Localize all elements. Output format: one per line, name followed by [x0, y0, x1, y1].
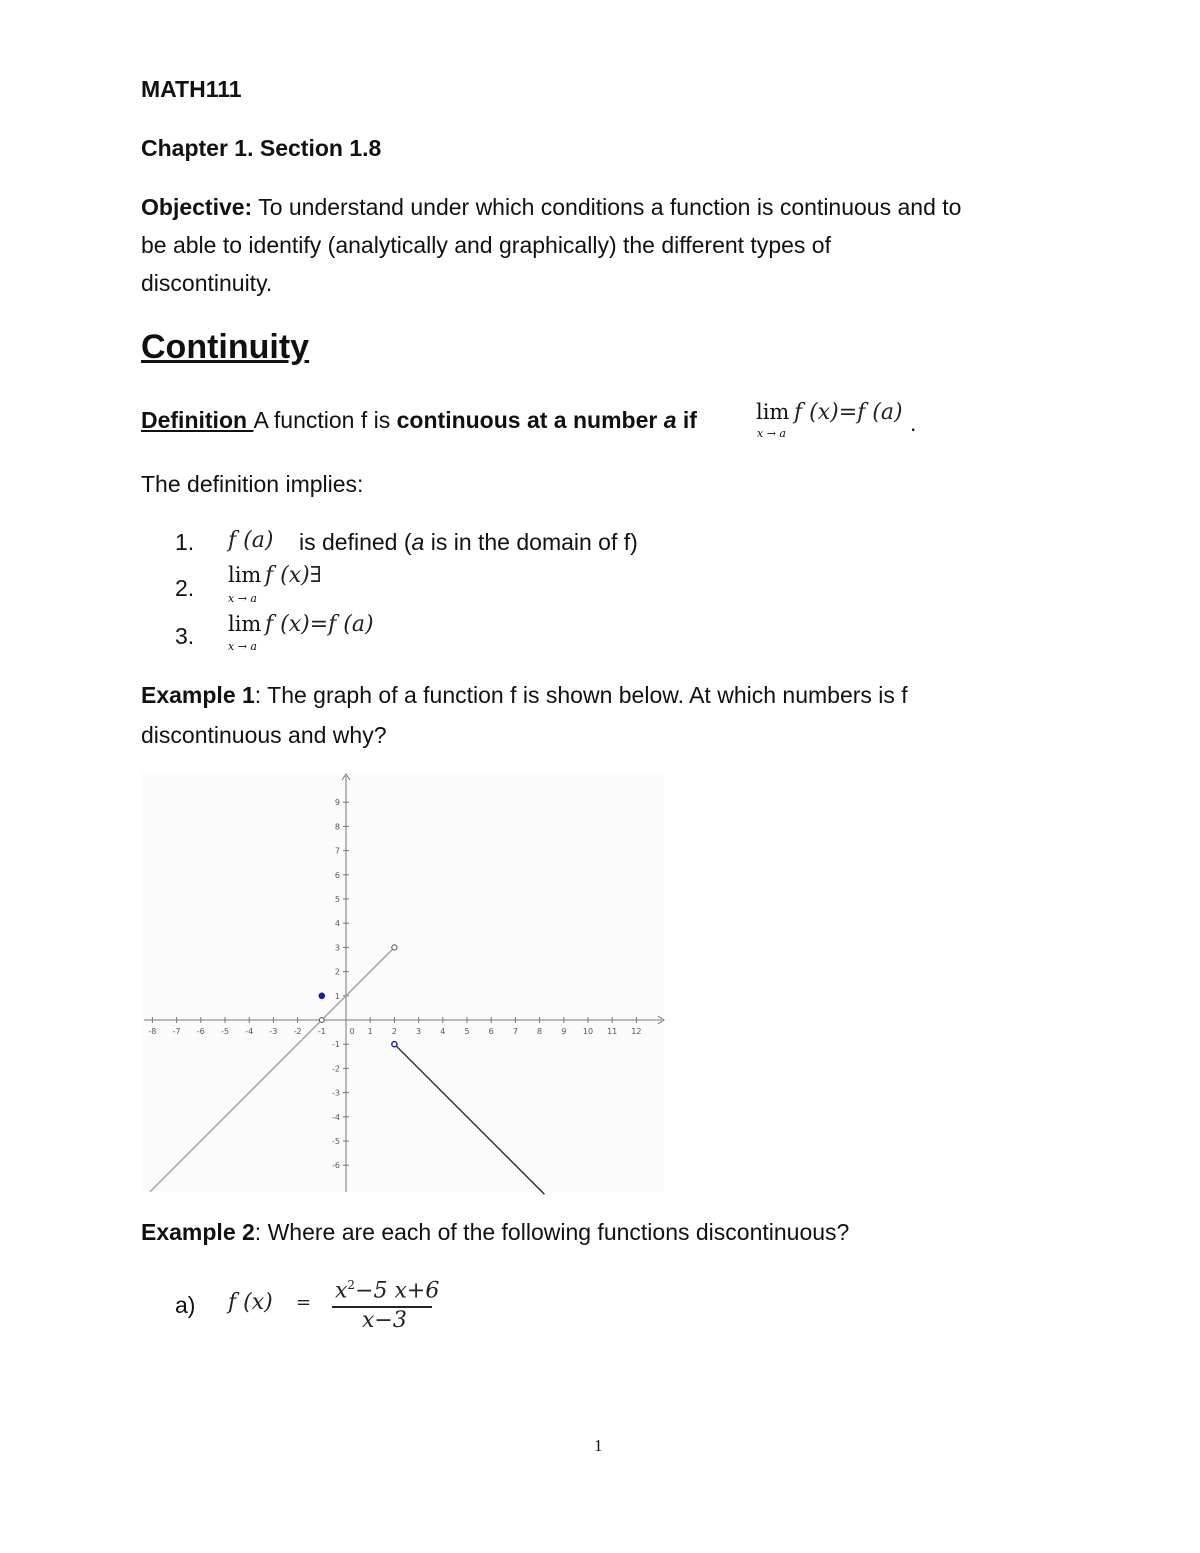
example-2-line: [141, 1213, 849, 1251]
part-a-exponent: 2: [347, 1278, 356, 1292]
x-tick-label: -7: [172, 1027, 181, 1036]
graph-background: [142, 772, 664, 1192]
y-tick-label: 4: [334, 919, 340, 929]
example-2-label: Example 2: [141, 1219, 255, 1245]
condition-3-lim: lim: [228, 612, 262, 636]
x-tick-label: 11: [607, 1027, 618, 1036]
x-tick-label: 12: [631, 1027, 642, 1036]
endpoint: [392, 1042, 397, 1047]
y-tick-label: -2: [332, 1064, 340, 1074]
page-number: 1: [594, 1436, 603, 1455]
condition-2-lim: lim: [228, 563, 262, 587]
definition-expression: f (x)=f (a): [794, 400, 903, 425]
chapter-title: Chapter 1. Section 1.8: [141, 135, 382, 161]
x-tick-label: -3: [269, 1027, 278, 1036]
condition-2-number: 2.: [175, 575, 195, 601]
definition-line: [141, 401, 697, 439]
definition-lim: lim: [756, 400, 790, 424]
definition-label: Definition: [141, 407, 254, 433]
definition-lim-subscript: x → a: [757, 427, 786, 440]
condition-2-lim-subscript: x → a: [228, 592, 257, 605]
condition-3-expression: f (x)=f (a): [265, 612, 374, 637]
condition-1-expression: f (a): [228, 528, 274, 553]
x-tick-label: 7: [512, 1027, 518, 1036]
x-tick-label: -5: [221, 1027, 229, 1036]
function-graph: [140, 770, 670, 1195]
open-endpoint: [392, 945, 397, 950]
y-tick-label: -5: [332, 1137, 340, 1146]
y-tick-label: 3: [334, 943, 340, 953]
part-a-lhs: f (x): [228, 1290, 273, 1315]
condition-2-expression: f (x)∃: [265, 563, 322, 588]
objective-text-1: To understand under which conditions a function is continuous and to: [252, 194, 962, 220]
y-tick-label: -4: [332, 1112, 340, 1122]
x-tick-label: 5: [464, 1027, 470, 1036]
x-tick-label: 1: [367, 1027, 373, 1036]
example-1-line-2: discontinuous and why?: [141, 722, 387, 748]
definition-text-1: A function f is: [253, 407, 397, 433]
objective-label: Objective:: [141, 194, 253, 220]
example-1-text: : The graph of a function f is shown below. At which numbers is f: [254, 682, 908, 708]
y-tick-label: 2: [334, 967, 340, 977]
y-tick-label: -3: [332, 1088, 340, 1098]
definition-text-2: if: [676, 407, 697, 433]
part-a-numerator: $x^2-5$ x+6: [335, 1278, 440, 1304]
definition-period: .: [910, 410, 917, 436]
condition-1-number: 1.: [175, 529, 195, 555]
filled-point: [319, 993, 325, 999]
example-2-text: : Where are each of the following functions discontinuous?: [254, 1219, 850, 1245]
y-tick-label: 6: [334, 870, 340, 880]
part-a-label: a): [175, 1292, 196, 1318]
y-tick-label: 1: [334, 991, 340, 1001]
x-tick-label: 3: [416, 1027, 422, 1036]
objective-line-1: [141, 188, 961, 226]
condition-1-text: is defined (a is in the domain of f): [299, 529, 638, 555]
part-a-denominator: x−3: [362, 1308, 407, 1333]
example-1-line-1: [141, 676, 908, 714]
x-tick-label: 4: [440, 1027, 446, 1036]
example-1-label: Example 1: [141, 682, 255, 708]
implies-text: The definition implies:: [141, 471, 364, 497]
course-code: MATH111: [141, 76, 242, 102]
condition-3-lim-subscript: x → a: [228, 640, 257, 653]
x-tick-label: 8: [537, 1027, 543, 1036]
x-tick-label: 10: [582, 1027, 594, 1036]
objective-line-2: be able to identify (analytically and graphically) the different types of: [141, 232, 831, 258]
x-tick-label: -8: [148, 1027, 157, 1036]
x-tick-label: 0: [349, 1027, 355, 1036]
y-tick-label: 8: [334, 822, 340, 832]
y-tick-label: -1: [332, 1040, 340, 1050]
x-tick-label: 2: [391, 1027, 397, 1036]
condition-1-variable: a: [411, 529, 425, 555]
section-heading: Continuity: [141, 328, 310, 366]
x-tick-label: -2: [293, 1027, 302, 1036]
y-tick-label: 9: [334, 798, 340, 808]
x-tick-label: -4: [245, 1027, 254, 1036]
hole-point: [319, 1018, 324, 1023]
x-tick-label: 9: [561, 1027, 567, 1036]
y-tick-label: 7: [334, 846, 340, 856]
part-a-equals: =: [296, 1292, 312, 1313]
objective-line-3: discontinuity.: [141, 270, 273, 296]
condition-3-number: 3.: [175, 623, 195, 649]
y-tick-label: 5: [334, 895, 340, 904]
definition-variable: a: [663, 407, 677, 433]
definition-bold-text: continuous at a number: [396, 407, 664, 433]
y-tick-label: -6: [332, 1161, 340, 1171]
x-tick-label: -6: [196, 1027, 205, 1036]
x-tick-label: -1: [317, 1027, 326, 1036]
x-tick-label: 6: [488, 1027, 494, 1036]
